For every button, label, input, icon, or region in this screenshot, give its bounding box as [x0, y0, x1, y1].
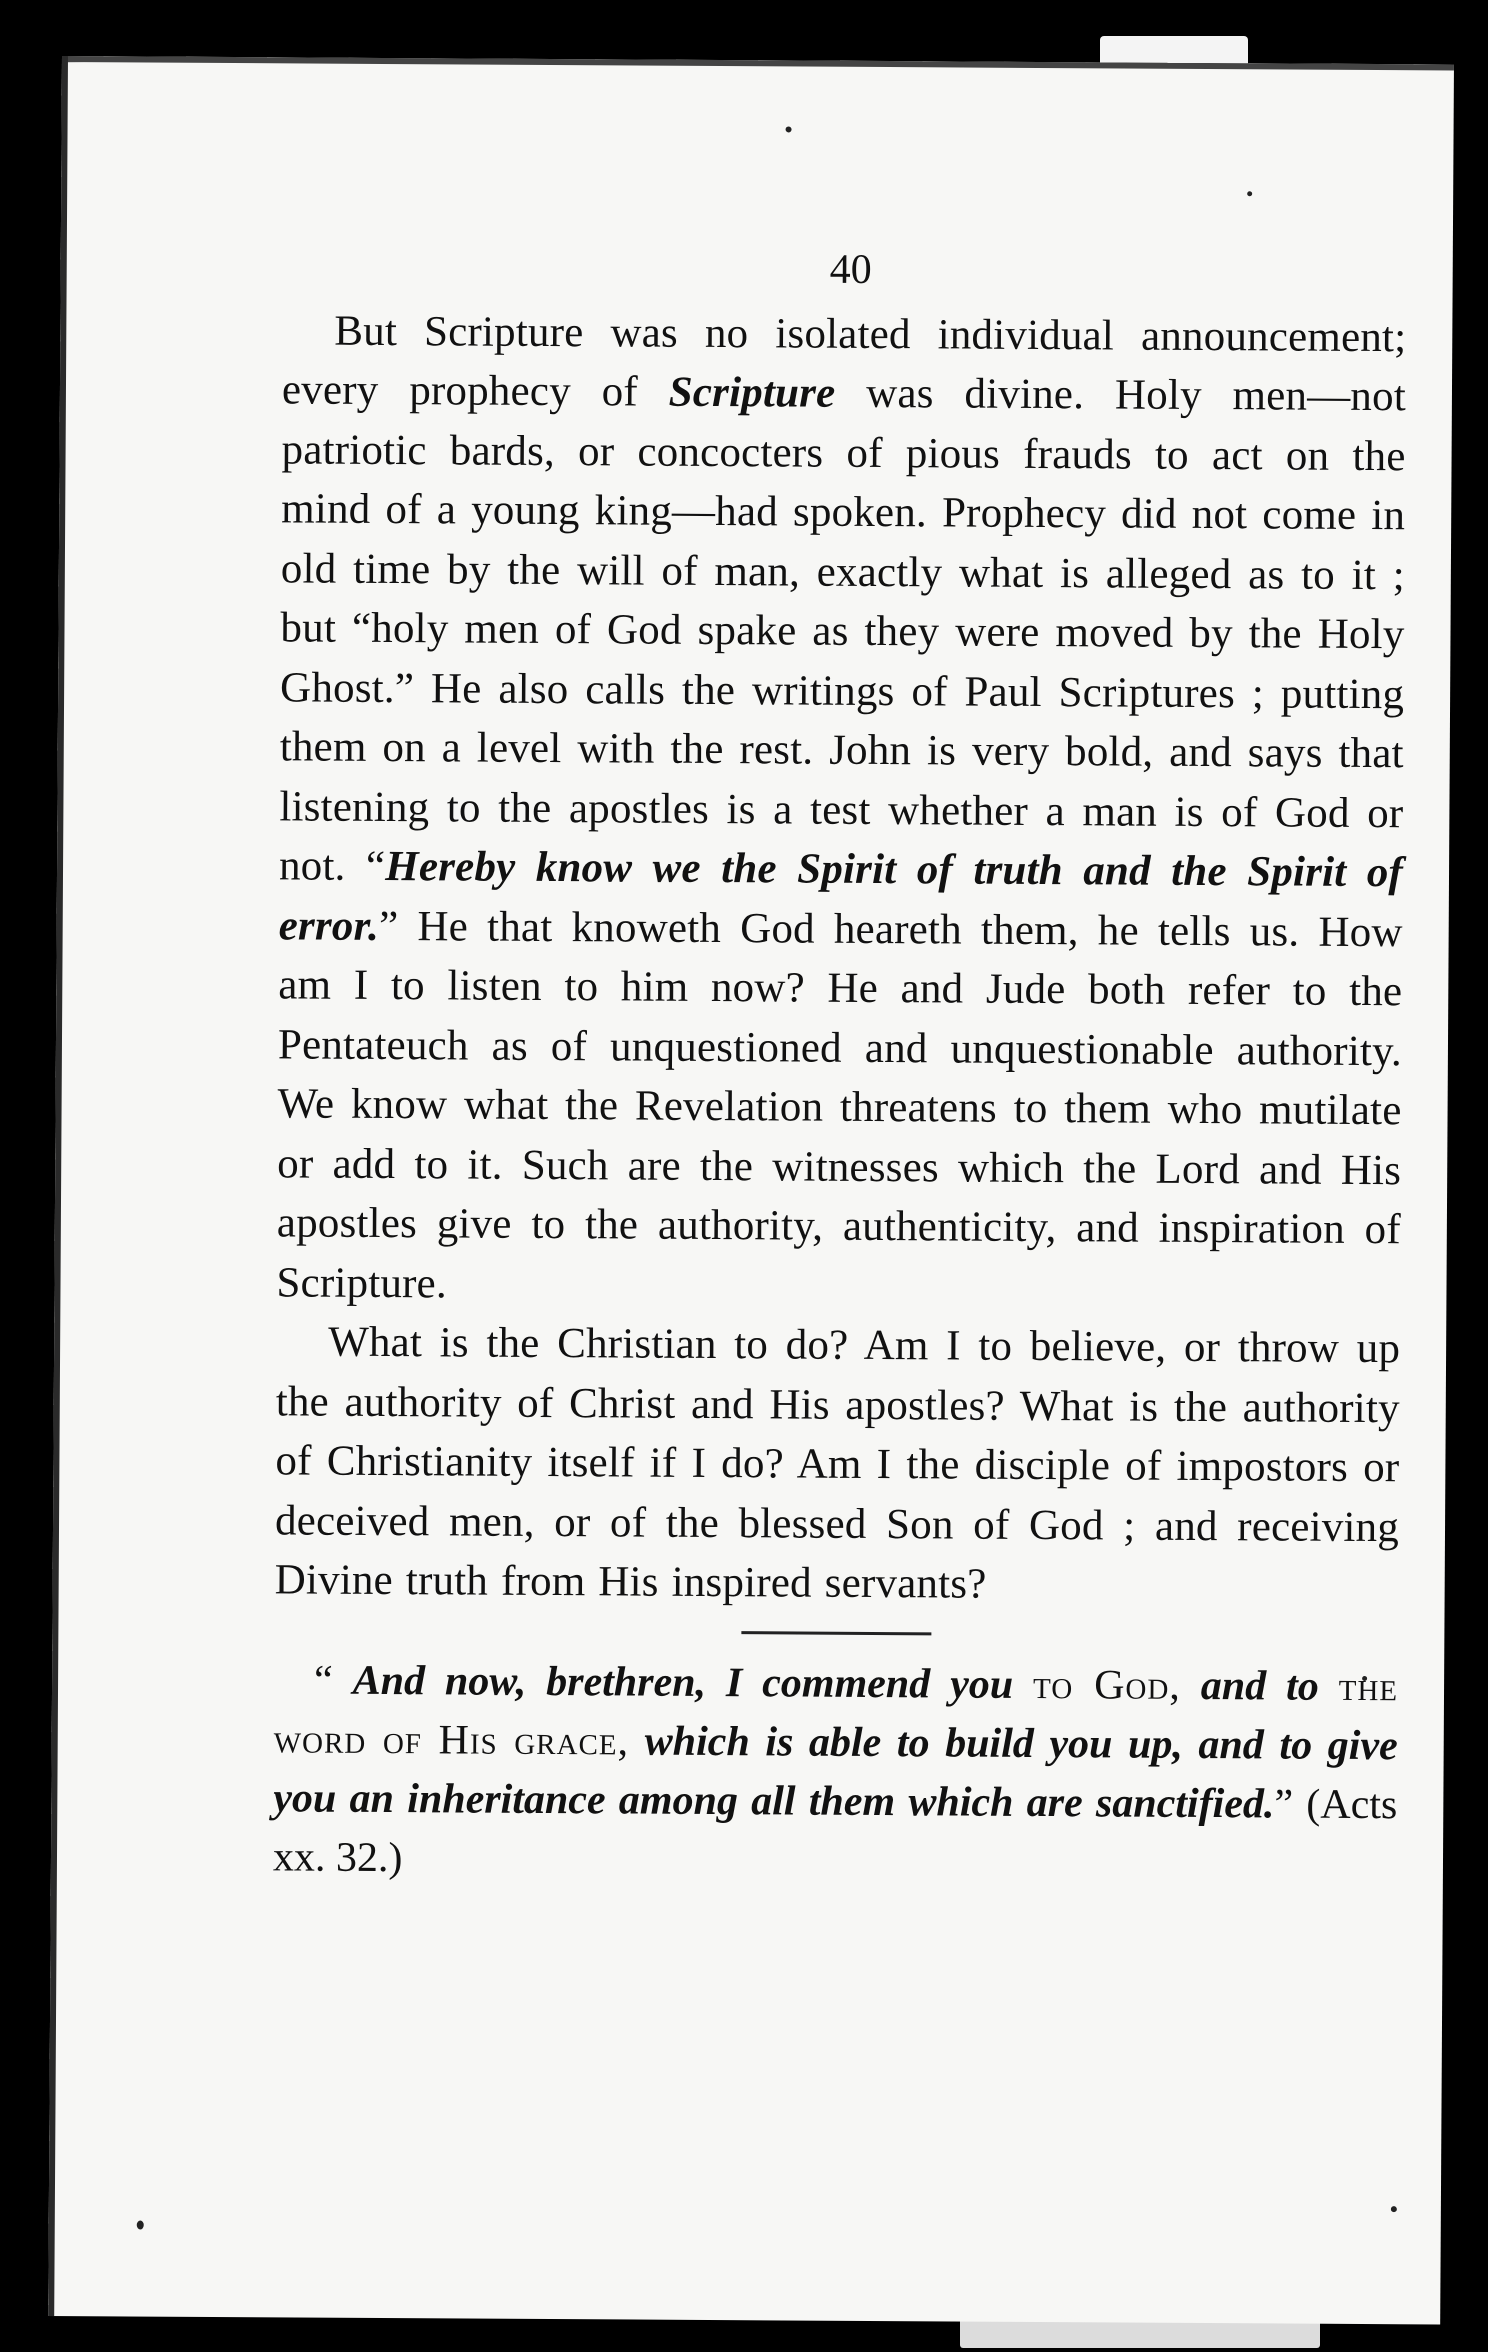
- ink-speck: [1391, 2206, 1397, 2212]
- italic-text-run: Scripture: [668, 368, 836, 417]
- paragraph-christian-question: What is the Christian to do? Am I to believe, or throw up the authority of Christ and His apostles? What is the authority of Christianity itself if I do? Am I the disciple of impostors or deceived men, or of the blessed Son of God ; and receiving Divine truth from His inspired servants?: [274, 1318, 1401, 1608]
- text-run: ” He that knoweth God heareth them, he tells us. How am I to listen to him now? He and Jude both refer to the Pentateuch as of unquestioned and unquestionable authority. We know what the Revelation threatens to them who mutilate or add to it. Such are the witnesses which the Lord and His apostles give to the authority, authenticity, and inspiration of Scripture.: [276, 902, 1403, 1307]
- text-run: was divine. Holy men—not patriotic bards, or concocters of pious frauds to act on the mind of a young king—had spoken. Prophecy did not come in old time by the will of man, exactly what is alleged as to it ; but “holy men of God spake as they were moved by the Holy Ghost.” He also calls the writings of Paul Scriptures ; putting them on a level with the rest. John is very bold, and says that listening to the apostles is a test whether a man is of God or not. “: [278, 369, 1407, 890]
- ink-speck: [1247, 191, 1252, 196]
- italic-text-run: And now, brethren, I commend you: [352, 1657, 1014, 1708]
- text-block: [273, 237, 1407, 1893]
- italic-text-run: and to: [1200, 1662, 1319, 1710]
- page-number: 40: [829, 246, 872, 293]
- ink-speck: [137, 2220, 144, 2229]
- text-run: “: [313, 1657, 353, 1704]
- small-caps-text-run: to God,: [1032, 1661, 1182, 1709]
- text-run: [1013, 1661, 1033, 1707]
- book-page: [48, 56, 1454, 2324]
- text-run: ” (Acts xx. 32.): [272, 1780, 1398, 1881]
- small-caps-text-run: the word of His grace,: [273, 1663, 1399, 1764]
- italic-text-run: which is able to build you up, and to give you an inheritance among all them which are sanctified.: [273, 1718, 1398, 1827]
- text-run: [629, 1718, 645, 1764]
- ink-speck: [786, 126, 792, 132]
- closing-quotation: [273, 1651, 1398, 1894]
- text-run: But Scripture was no isolated individual announcement; every prophecy of: [281, 307, 1407, 416]
- italic-text-run: Hereby know we the Spirit of truth and the Spirit of error.: [278, 842, 1404, 950]
- text-run: [1181, 1662, 1201, 1708]
- paragraph-scripture-witness: [276, 301, 1406, 1319]
- section-divider: [741, 1631, 931, 1635]
- text-run: [1319, 1663, 1339, 1709]
